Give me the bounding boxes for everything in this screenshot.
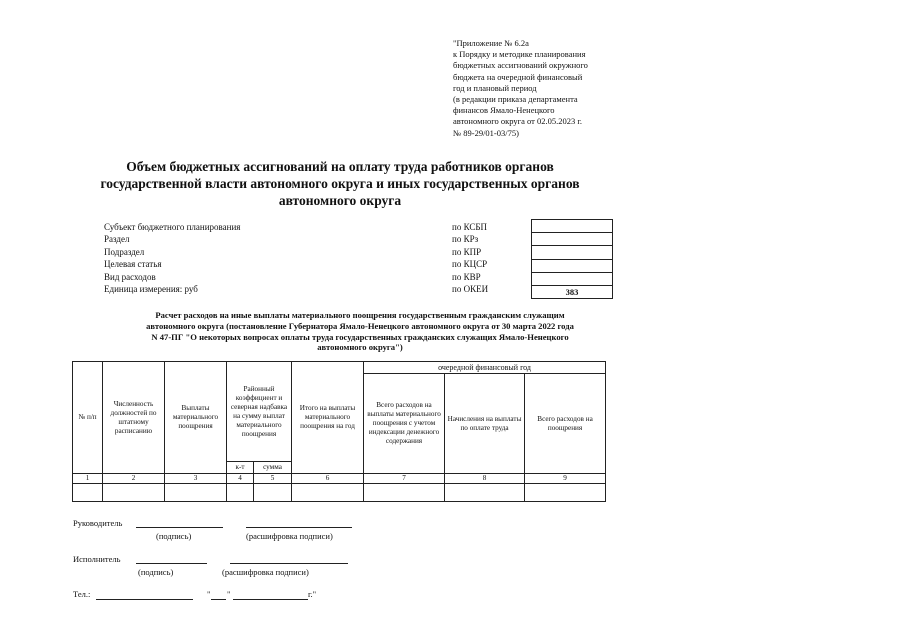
meta-label: Вид расходов [104,271,156,282]
code-label: по КЦСР [452,259,488,270]
head-signature-caption: (подпись) [156,531,192,541]
header-all-expenses: Всего расходов на выплаты материального поощрения с учетом индексации денежного содержания [364,374,445,474]
date-quote-close: " [227,589,231,599]
meta-label: Целевая статья [104,259,162,270]
header-accruals: Начисления на выплаты по оплате труда [445,374,525,474]
document-title [60,158,620,209]
code-cell [532,233,612,246]
col-number: 1 [73,474,103,484]
meta-labels [104,221,240,295]
expense-table [72,361,606,502]
code-cell [532,246,612,259]
phone-line [96,599,193,600]
meta-label: Подраздел [104,246,145,257]
caption-line: Расчет расходов на иные выплаты материального поощрения государственным гражданским служащим [155,310,565,320]
table-row [73,484,606,502]
code-label: по КВР [452,271,481,282]
appendix-line: бюджета на очередной финансовый [453,71,583,82]
date-year-suffix: г." [308,589,317,599]
date-quote-open: " [207,589,211,599]
col-number: 9 [525,474,606,484]
appendix-line: "Приложение № 6.2а [453,38,529,48]
caption-line: автономного округа (постановление Губернатора Ямало-Ненецкого автономного округа от 30 марта 2022 года [146,320,574,331]
executor-decode-line [230,563,348,564]
executor-signature-line [136,563,207,564]
col-number: 4 [227,474,254,484]
table-cell [227,484,254,502]
executor-decode-caption: (расшифровка подписи) [222,567,309,577]
title-line: государственной власти автономного округа и иных государственных органов [100,176,580,191]
col-number: 6 [292,474,364,484]
header-kt: к-т [227,462,254,474]
header-sum: сумма [254,462,292,474]
header-all-incentive: Всего расходов на поощрения [525,374,606,474]
table-cell [73,484,103,502]
head-label: Руководитель [73,518,123,528]
title-line: Объем бюджетных ассигнований на оплату труда работников органов [126,159,554,174]
code-cell [532,220,612,233]
appendix-line: (в редакции приказа департамента [453,94,578,105]
code-cell [532,273,612,286]
phone-label: Тел.: [73,589,91,599]
header-count: Численность должностей по штатному расписанию [103,362,165,474]
header-num: № п/п [73,362,103,474]
code-label: по ОКЕИ [452,283,489,294]
meta-label: Субъект бюджетного планирования [104,222,241,232]
appendix-line: бюджетных ассигнований окружного [453,60,588,71]
caption-line: N 47-ПГ "О некоторых вопросах оплаты труда государственных гражданских служащих Ямало-Ненецкого [151,331,569,342]
col-number: 7 [364,474,445,484]
meta-code-labels [452,221,488,295]
code-box [531,219,613,299]
date-day-line [211,599,226,600]
code-cell [532,260,612,273]
head-signature-line [136,527,223,528]
date-month-line [233,599,308,600]
col-number: 8 [445,474,525,484]
meta-label: Раздел [104,234,130,245]
code-label: по КРз [452,234,479,245]
code-label: по КПР [452,246,482,257]
appendix-line: № 89-29/01-03/75) [453,127,519,138]
appendix-line: финансов Ямало-Ненецкого [453,105,555,116]
head-decode-caption: (расшифровка подписи) [246,531,333,541]
executor-label: Исполнитель [73,554,121,564]
appendix-line: год и плановый период [453,82,537,93]
table-caption [95,310,625,353]
executor-signature-caption: (подпись) [138,567,174,577]
header-payments: Выплаты материального поощрения [165,362,227,474]
col-number: 3 [165,474,227,484]
appendix-line: к Порядку и методике планирования [453,49,586,60]
table-cell [445,484,525,502]
col-number: 2 [103,474,165,484]
col-number: 5 [254,474,292,484]
header-total: Итого на выплаты материального поощрения на год [292,362,364,474]
appendix-line: автономного округа от 02.05.2023 г. [453,116,583,127]
title-line: автономного округа [278,193,402,208]
table-cell [165,484,227,502]
table-cell [103,484,165,502]
appendix-note [453,38,653,139]
table-cell [292,484,364,502]
table-cell [254,484,292,502]
header-regional: Районный коэффициент и северная надбавка на сумму выплат материального поощрения [227,362,292,462]
header-group: очередной финансовый год [364,362,606,374]
meta-label: Единица измерения: руб [104,283,198,294]
caption-line: автономного округа") [317,342,403,353]
table-cell [364,484,445,502]
code-cell-okei: 383 [532,286,612,299]
head-decode-line [246,527,352,528]
code-label: по КСБП [452,222,488,232]
table-cell [525,484,606,502]
